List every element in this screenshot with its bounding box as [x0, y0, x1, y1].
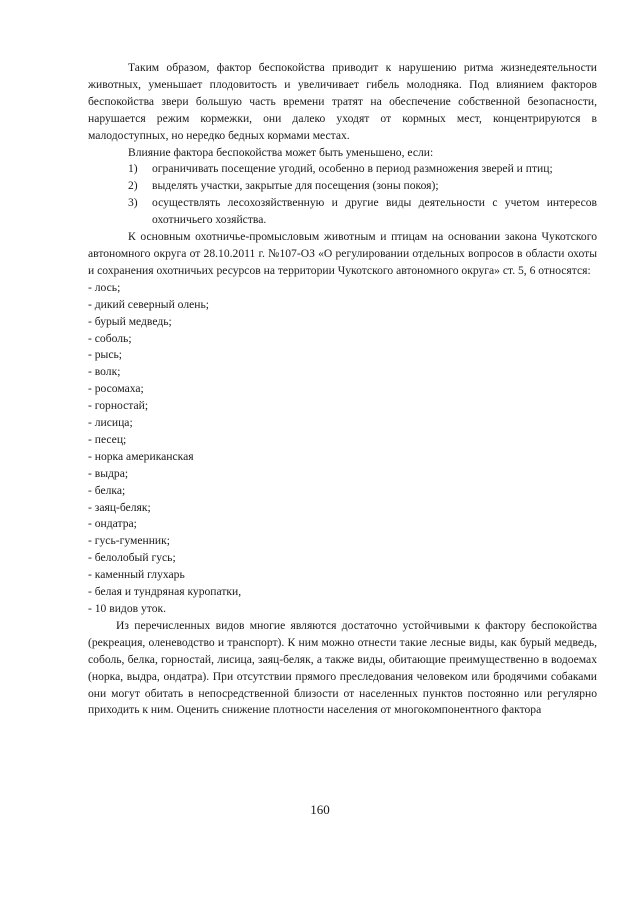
paragraph-disturbance-effects: Таким образом, фактор беспокойства приводит к нарушению ритма жизнедеятельности животных, уменьшает плодовитость и увеличивает гибель молодняка. Под влиянием факторов беспокойства звери большую часть времени тратят на обеспечение собственной безопасности, нарушается режим кормежки, они далеко уходят от кормных мест, концентрируются в малодоступных, но нередко бедных кормами местах.: [88, 61, 597, 142]
condition-item: [88, 195, 597, 229]
species-item: - выдра;: [88, 466, 129, 480]
species-item: - бурый медведь;: [88, 314, 172, 328]
document-page: [88, 60, 597, 719]
conditions-list: [88, 161, 597, 229]
species-item: - лось;: [88, 280, 121, 294]
page-number: 160: [310, 802, 330, 817]
species-item: - белолобый гусь;: [88, 551, 176, 565]
condition-text: ограничивать посещение угодий, особенно в период размножения зверей и птиц;: [152, 162, 553, 176]
species-item: - лисица;: [88, 416, 133, 430]
species-item: - 10 видов уток.: [88, 602, 167, 615]
species-item: - каменный глухарь: [88, 568, 185, 582]
condition-number: 1): [128, 162, 138, 176]
species-list: [88, 280, 597, 618]
paragraph-reduction-intro: Влияние фактора беспокойства может быть уменьшено, если:: [128, 145, 434, 159]
condition-item: [88, 178, 597, 195]
paragraph-species-resilience: Из перечисленных видов многие являются достаточно устойчивыми к фактору беспокойства (рекреация, оленеводство и транспорт). К ним можно отнести такие лесные виды, как бурый медведь, соболь, белка, горностай, лисица, заяц-беляк, а также виды, обитающие преимущественно в водоемах (норка, выдра, ондатра). При отсутствии прямого преследования человеком или бродячими собаками они могут обитать в непосредственной близости от населенных пунктов постоянно или регулярно приходить к ним. Оценить снижение плотности населения от многокомпонентного фактора: [88, 618, 597, 717]
species-item: - горностай;: [88, 399, 149, 413]
species-item: - песец;: [88, 432, 127, 446]
condition-text: выделять участки, закрытые для посещения (зоны покоя);: [152, 179, 439, 193]
condition-number: 2): [128, 179, 138, 193]
species-item: - белка;: [88, 483, 126, 497]
condition-number: 3): [128, 196, 138, 210]
species-item: - белая и тундряная куропатки,: [88, 585, 242, 599]
species-item: - волк;: [88, 365, 121, 379]
paragraph-law-reference: К основным охотничье-промысловым животным и птицам на основании закона Чукотского автономного округа от 28.10.2011 г. №107-ОЗ «О регулировании отдельных вопросов в области охоты и сохранения охотничьих ресурсов на территории Чукотского автономного округа» ст. 5, 6 относятся:: [88, 230, 597, 277]
condition-text: осуществлять лесохозяйственную и другие виды деятельности с учетом интересов охотничьего хозяйства.: [152, 196, 597, 227]
species-item: - дикий северный олень;: [88, 297, 209, 311]
species-item: - росомаха;: [88, 382, 144, 396]
species-item: - заяц-беляк;: [88, 500, 151, 514]
species-item: - ондатра;: [88, 517, 137, 531]
species-item: - соболь;: [88, 331, 132, 345]
species-item: - норка американская: [88, 449, 194, 463]
condition-item: [88, 161, 597, 178]
species-item: - рысь;: [88, 348, 123, 362]
species-item: - гусь-гуменник;: [88, 534, 170, 548]
